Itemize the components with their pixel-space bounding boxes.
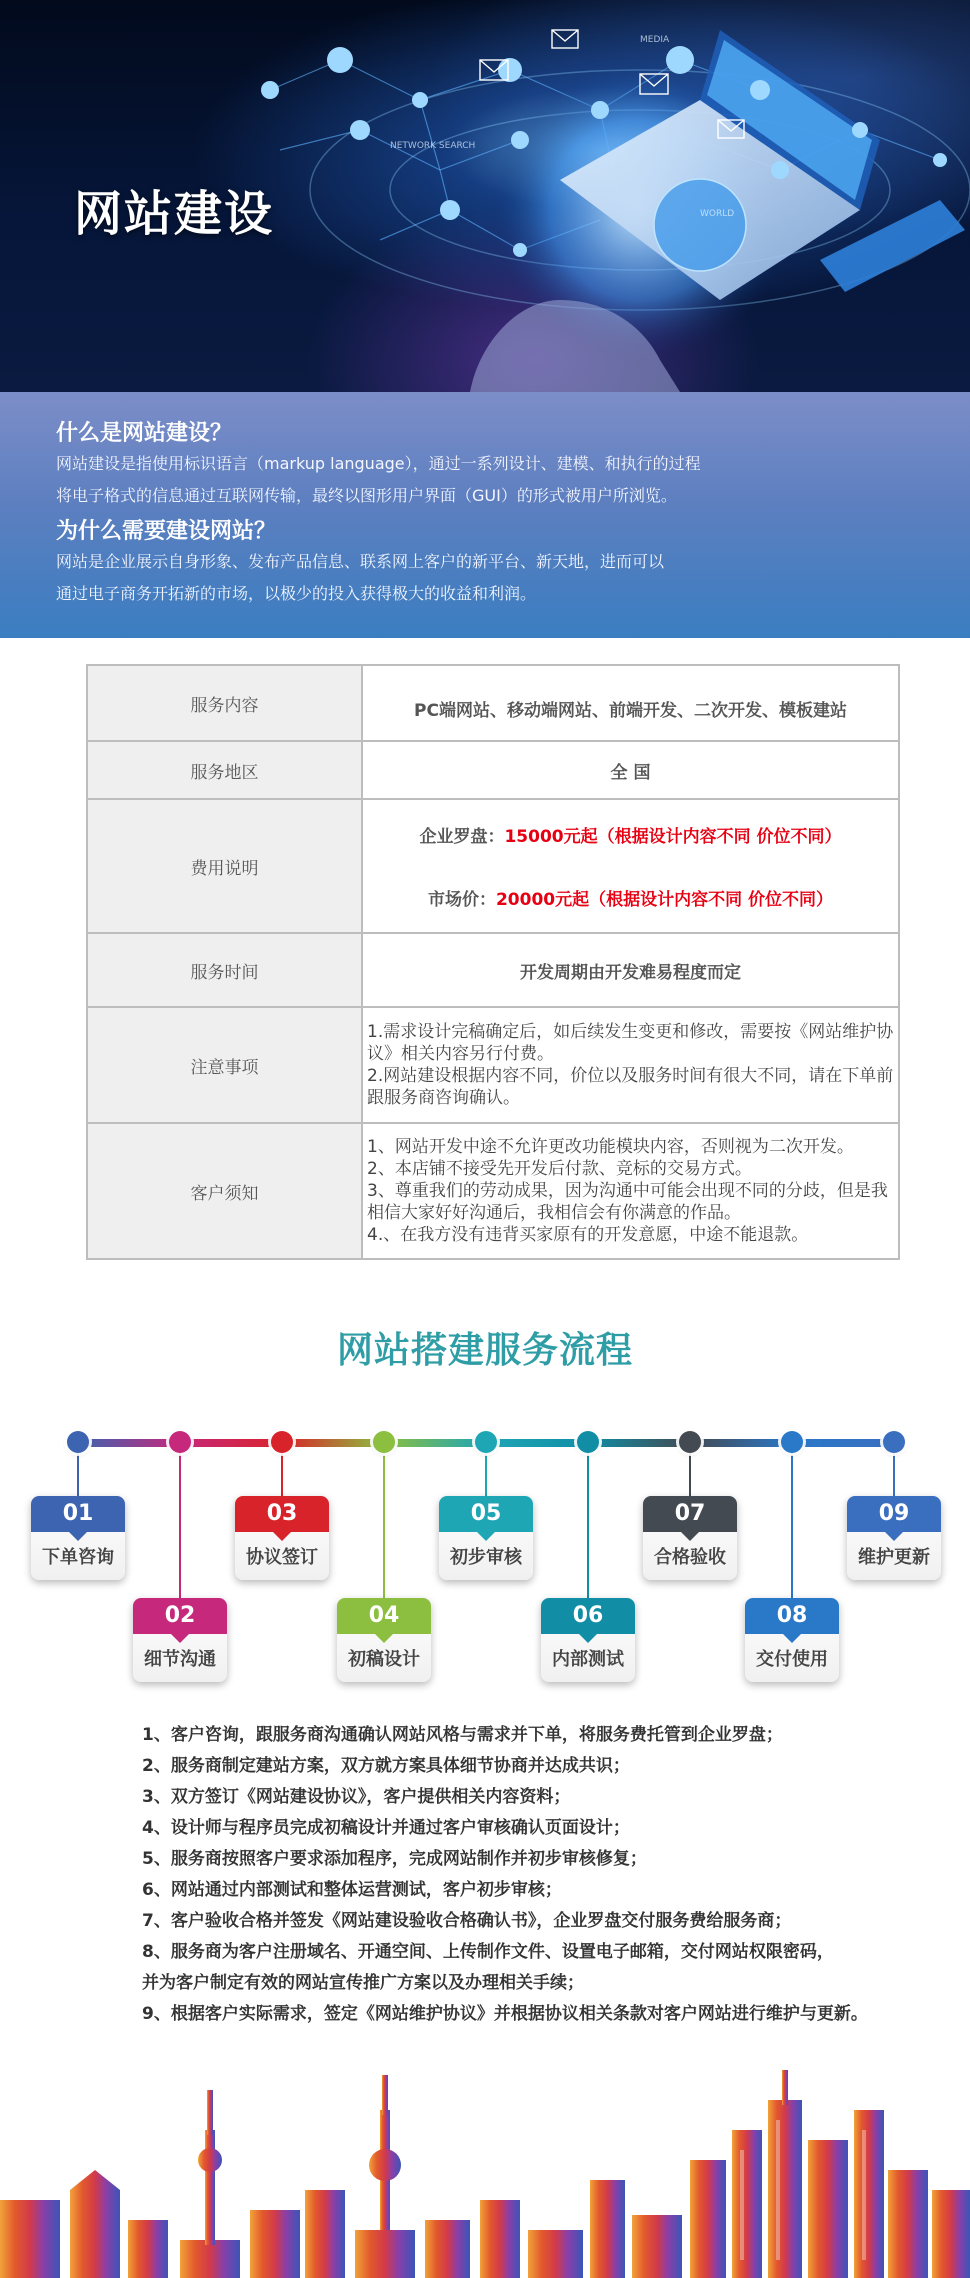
timeline-node: [373, 1431, 395, 1453]
notice-item: 2.网站建设根据内容不同，价位以及服务时间有很大不同，请在下单前跟服务商咨询确认。: [367, 1066, 894, 1108]
process-step-number: 08: [745, 1598, 839, 1634]
customer-item: 1、网站开发中途不允许更改功能模块内容，否则视为二次开发。: [367, 1137, 854, 1157]
svg-text:NETWORK SEARCH: NETWORK SEARCH: [390, 141, 476, 151]
process-step-label: 维护更新: [858, 1547, 930, 1568]
steps-list-item: 5、服务商按照客户要求添加程序，完成网站制作并初步审核修复；: [142, 1849, 647, 1869]
timeline-segment: [78, 1439, 180, 1447]
service-content-label: 服务内容: [87, 665, 362, 741]
timeline-connector: [791, 1447, 793, 1598]
process-step: [643, 1496, 737, 1580]
timeline-node: [271, 1431, 293, 1453]
process-step-number: 07: [643, 1496, 737, 1532]
timeline-node: [679, 1431, 701, 1453]
intro-paragraph-what-2: 将电子格式的信息通过互联网传输，最终以图形用户界面（GUI）的形式被用户所浏览。: [56, 486, 677, 505]
timeline-segment: [588, 1439, 690, 1447]
steps-list-item: 1、客户咨询，跟服务商沟通确认网站风格与需求并下单，将服务费托管到企业罗盘；: [142, 1725, 783, 1745]
steps-list-item: 7、客户验收合格并签发《网站建设验收合格确认书》，企业罗盘交付服务费给服务商；: [142, 1911, 792, 1931]
svg-text:WORLD: WORLD: [700, 209, 735, 219]
process-step-number: 04: [337, 1598, 431, 1634]
process-step: [31, 1496, 125, 1580]
steps-list-item: 并为客户制定有效的网站宣传推广方案以及办理相关手续；: [142, 1973, 584, 1993]
hero-banner: [0, 0, 970, 392]
time-label: 服务时间: [87, 933, 362, 1007]
region-value: 全 国: [362, 741, 899, 799]
process-step-label: 初稿设计: [348, 1649, 420, 1670]
timeline-segment: [486, 1439, 588, 1447]
customer-item: 2、本店铺不接受先开发后付款、竞标的交易方式。: [367, 1159, 752, 1179]
fee-market-prefix: 市场价：: [427, 890, 496, 910]
steps-list-item: 4、设计师与程序员完成初稿设计并通过客户审核确认页面设计；: [142, 1818, 630, 1838]
timeline-segment: [690, 1439, 792, 1447]
timeline-node: [883, 1431, 905, 1453]
timeline-connector: [77, 1447, 79, 1496]
city-skyline-illustration: [0, 2070, 970, 2278]
intro-paragraph-why-2: 通过电子商务开拓新的市场，以极少的投入获得极大的收益和利润。: [56, 584, 537, 603]
timeline-segment: [282, 1439, 384, 1447]
fee-market-price: 20000元起（根据设计内容不同 价位不同）: [495, 890, 834, 910]
timeline-connector: [689, 1447, 691, 1496]
customer-item: 4.、在我方没有违背买家原有的开发意愿，中途不能退款。: [367, 1225, 809, 1245]
process-step-number: 06: [541, 1598, 635, 1634]
process-step-label: 合格验收: [654, 1547, 726, 1568]
svg-text:MEDIA: MEDIA: [640, 35, 670, 45]
table-row: [87, 1007, 899, 1123]
service-content-value: PC端网站、移动端网站、前端开发、二次开发、模板建站: [362, 665, 899, 741]
hero-title: 网站建设: [74, 186, 275, 242]
fee-value: [362, 799, 899, 933]
customer-label: 客户须知: [87, 1123, 362, 1259]
intro-section: [0, 392, 970, 638]
fee-label: 费用说明: [87, 799, 362, 933]
process-step: [541, 1598, 635, 1682]
timeline-node: [577, 1431, 599, 1453]
fee-enterprise: [363, 822, 898, 847]
process-step-number: 09: [847, 1496, 941, 1532]
timeline-segment: [792, 1439, 894, 1447]
customer-item: 3、尊重我们的劳动成果，因为沟通中可能会出现不同的分歧，但是我相信大家好好沟通后，我相信会有你满意的作品。: [367, 1181, 888, 1223]
process-title: 网站搭建服务流程: [336, 1330, 633, 1371]
process-step-label: 内部测试: [552, 1649, 624, 1670]
timeline-connector: [893, 1447, 895, 1496]
intro-question-why: 为什么需要建设网站？: [56, 519, 277, 544]
fee-market: [363, 885, 898, 910]
customer-value: [362, 1123, 899, 1259]
process-step-number: 03: [235, 1496, 329, 1532]
process-step-label: 初步审核: [450, 1547, 522, 1568]
timeline-connector: [179, 1447, 181, 1598]
notice-value: [362, 1007, 899, 1123]
intro-paragraph-why-1: 网站是企业展示自身形象、发布产品信息、联系网上客户的新平台、新天地，进而可以: [56, 552, 665, 571]
timeline-connector: [485, 1447, 487, 1496]
timeline-node: [67, 1431, 89, 1453]
steps-list-item: 2、服务商制定建站方案，双方就方案具体细节协商并达成共识；: [142, 1756, 630, 1776]
timeline-connector: [383, 1447, 385, 1598]
timeline-node: [475, 1431, 497, 1453]
process-step-label: 交付使用: [756, 1649, 828, 1670]
process-step-label: 细节沟通: [144, 1649, 216, 1670]
time-value: 开发周期由开发难易程度而定: [362, 933, 899, 1007]
fee-enterprise-price: 15000元起（根据设计内容不同 价位不同）: [504, 827, 842, 847]
table-row: [87, 741, 899, 799]
intro-question-what: 什么是网站建设？: [56, 421, 233, 446]
fee-enterprise-prefix: 企业罗盘：: [419, 827, 505, 847]
timeline-node: [781, 1431, 803, 1453]
process-step-number: 05: [439, 1496, 533, 1532]
process-step-label: 协议签订: [246, 1547, 318, 1568]
process-step: [745, 1598, 839, 1682]
process-step-number: 01: [31, 1496, 125, 1532]
process-step: [439, 1496, 533, 1580]
process-step: [133, 1598, 227, 1682]
timeline-connector: [281, 1447, 283, 1496]
process-step: [847, 1496, 941, 1580]
steps-list-item: 6、网站通过内部测试和整体运营测试，客户初步审核；: [142, 1880, 562, 1900]
process-step: [337, 1598, 431, 1682]
table-row: [87, 933, 899, 1007]
process-step-number: 02: [133, 1598, 227, 1634]
notice-label: 注意事项: [87, 1007, 362, 1123]
steps-list-item: 9、根据客户实际需求，签定《网站维护协议》并根据协议相关条款对客户网站进行维护与更新。: [142, 2004, 868, 2024]
timeline-segment: [180, 1439, 282, 1447]
steps-list: [142, 1720, 942, 2030]
table-row: [87, 799, 899, 933]
process-step: [235, 1496, 329, 1580]
timeline-connector: [587, 1447, 589, 1598]
timeline-node: [169, 1431, 191, 1453]
steps-list-item: 3、双方签订《网站建设协议》，客户提供相关内容资料；: [142, 1787, 571, 1807]
service-table: [86, 664, 900, 1260]
region-label: 服务地区: [87, 741, 362, 799]
intro-paragraph-what-1: 网站建设是指使用标识语言（markup language），通过一系列设计、建模、和执行的过程: [56, 454, 701, 473]
timeline-segment: [384, 1439, 486, 1447]
table-row: [87, 665, 899, 741]
notice-item: 1.需求设计完稿确定后，如后续发生变更和修改，需要按《网站维护协议》相关内容另行付费。: [367, 1022, 894, 1064]
steps-list-item: 8、服务商为客户注册域名、开通空间、上传制作文件、设置电子邮箱，交付网站权限密码，: [142, 1942, 834, 1962]
table-row: [87, 1123, 899, 1259]
process-step-label: 下单咨询: [42, 1547, 114, 1568]
